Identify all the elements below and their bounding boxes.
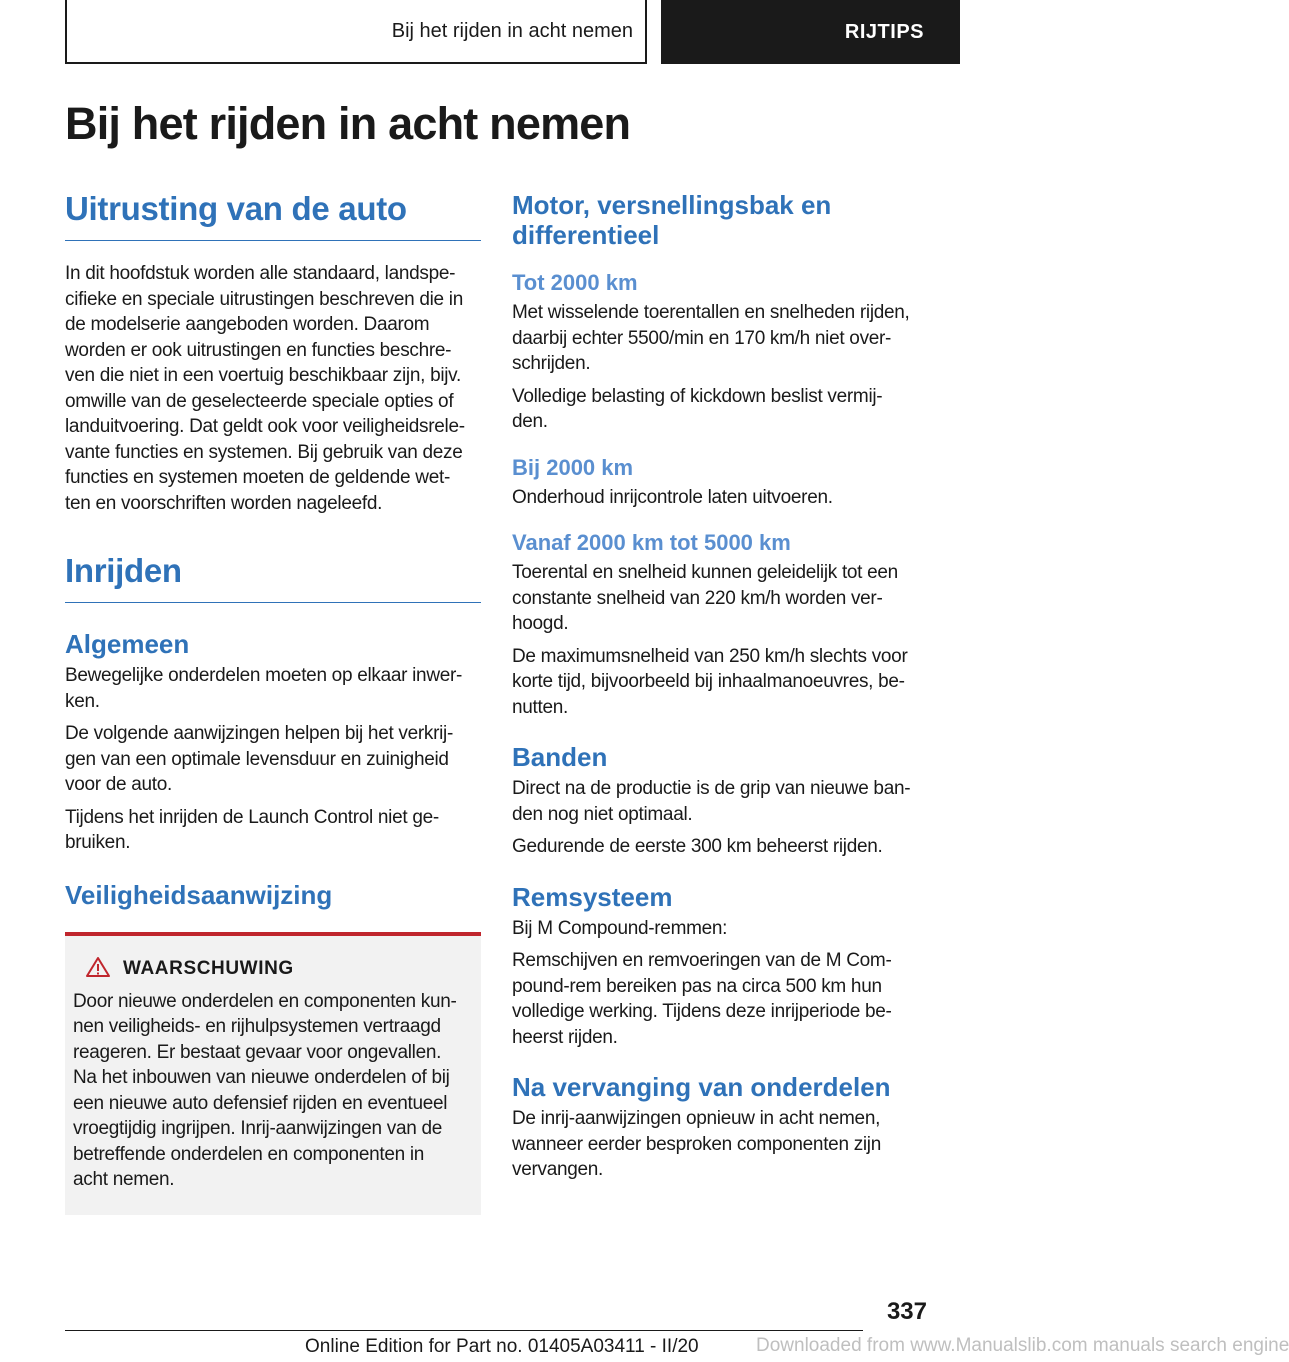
- section-banden: [512, 742, 928, 860]
- heading-uitrusting: Uitrusting van de auto: [65, 190, 481, 241]
- paragraph-remsysteem-1: [512, 916, 928, 942]
- text-line: De inrij-aanwijzingen opnieuw in acht nemen,: [512, 1108, 881, 1129]
- text-line: constante snelheid van 220 km/h worden ver-: [512, 587, 883, 609]
- text-line: een nieuwe auto defensief rijden en eventueel: [73, 1092, 448, 1114]
- paragraph-banden-1: [512, 776, 928, 827]
- text-line: wanneer eerder besproken componenten zijn: [512, 1133, 881, 1155]
- text-line: Door nieuwe onderdelen en componenten kun-: [73, 990, 457, 1012]
- running-header-section-title: [65, 0, 647, 64]
- text-line: voor de auto.: [65, 774, 173, 795]
- heading-na-vervanging: Na vervanging van onderdelen: [512, 1072, 891, 1102]
- text-line: Onderhoud inrijcontrole laten uitvoeren.: [512, 486, 833, 508]
- heading-inrijden: Inrijden: [65, 552, 481, 603]
- text-line: korte tijd, bijvoorbeeld bij inhaalmanoeuvres, be-: [512, 671, 905, 692]
- text-line: de modelserie aangeboden worden. Daarom: [65, 314, 430, 335]
- text-line: worden er ook uitrustingen en functies beschre-: [65, 339, 452, 361]
- text-line: vroegtijdig ingrijpen. Inrij-aanwijzingen van de: [73, 1118, 442, 1139]
- heading-bij-2000-km: Bij 2000 km: [512, 454, 634, 480]
- text-line: vante functies en systemen. Bij gebruik van deze: [65, 441, 463, 463]
- warning-header: [85, 956, 473, 983]
- section-remsysteem: [512, 882, 928, 1051]
- text-line: ten en voorschriften worden nageleefd.: [65, 492, 383, 514]
- text-line: hoogd.: [512, 613, 569, 634]
- paragraph-algemeen-2: [65, 721, 481, 798]
- text-line: heerst rijden.: [512, 1026, 618, 1048]
- text-line: Toerental en snelheid kunnen geleidelijk tot een: [512, 562, 898, 583]
- heading-tot-2000-km: Tot 2000 km: [512, 270, 638, 295]
- heading-banden: Banden: [512, 742, 608, 772]
- text-line: Bij M Compound-remmen:: [512, 917, 728, 939]
- page-number: 337: [886, 1298, 927, 1325]
- text-line: Volledige belasting of kickdown beslist vermij-: [512, 385, 883, 407]
- heading-motor: [512, 190, 928, 250]
- text-line: den.: [512, 411, 548, 432]
- heading-line: differentieel: [512, 220, 660, 250]
- heading-line: Motor, versnellingsbak en: [512, 190, 832, 220]
- text-line: cifieke en speciale uitrustingen beschreven die in: [65, 288, 463, 310]
- heading-veiligheidsaanwijzing: Veiligheidsaanwijzing: [65, 879, 333, 910]
- text-line: vervangen.: [512, 1159, 604, 1180]
- paragraph-algemeen-1: [65, 663, 481, 714]
- text-line: Tijdens het inrijden de Launch Control niet ge-: [65, 806, 439, 828]
- section-motor: [512, 190, 928, 720]
- text-line: gen van een optimale levensduur en zuinigheid: [65, 748, 449, 770]
- paragraph-algemeen-3: [65, 805, 481, 856]
- text-line: Na het inbouwen van nieuwe onderdelen of bij: [73, 1067, 450, 1088]
- text-line: omwille van de geselecteerde speciale opties of: [65, 390, 454, 412]
- section-inrijden: [65, 552, 481, 910]
- text-line: acht nemen.: [73, 1169, 175, 1190]
- header-chapter-text: RIJTIPS: [844, 20, 924, 43]
- paragraph-vanaf-2: [512, 644, 928, 721]
- text-line: ven die niet in een voertuig beschikbaar zijn, bijv.: [65, 365, 461, 386]
- text-line: Bewegelijke onderdelen moeten op elkaar inwer-: [65, 665, 463, 686]
- text-line: landuitvoering. Dat geldt ook voor veiligheidsrele-: [65, 416, 465, 437]
- text-line: De maximumsnelheid van 250 km/h slechts voor: [512, 645, 908, 667]
- text-line: nutten.: [512, 696, 569, 718]
- warning-triangle-icon: [85, 956, 111, 983]
- heading-vanaf-2000-tot-5000-km: Vanaf 2000 km tot 5000 km: [512, 530, 791, 555]
- right-column: [512, 190, 928, 1183]
- paragraph-uitrusting: [65, 261, 481, 516]
- section-na-vervanging: [512, 1072, 928, 1183]
- footer-divider: [65, 1330, 863, 1331]
- text-line: pound-rem bereiken pas na circa 500 km hun: [512, 975, 882, 997]
- paragraph-banden-2: [512, 834, 928, 860]
- section-uitrusting: [65, 190, 481, 516]
- text-line: den nog niet optimaal.: [512, 803, 693, 825]
- warning-text: [73, 989, 473, 1193]
- footer-watermark: Downloaded from www.Manualslib.com manuals search engine: [756, 1335, 1289, 1356]
- text-line: Direct na de productie is de grip van nieuwe ban-: [512, 778, 911, 799]
- paragraph-na-vervanging: [512, 1106, 928, 1183]
- paragraph-tot-2000-1: [512, 300, 928, 377]
- text-line: functies en systemen moeten de geldende wet-: [65, 467, 450, 488]
- text-line: Remschijven en remvoeringen van de M Com-: [512, 950, 892, 971]
- text-line: schrijden.: [512, 353, 591, 374]
- warning-title: WAARSCHUWING: [123, 958, 294, 979]
- text-line: De volgende aanwijzingen helpen bij het verkrij-: [65, 723, 454, 744]
- text-line: daarbij echter 5500/min en 170 km/h niet over-: [512, 327, 892, 349]
- paragraph-vanaf-1: [512, 560, 928, 637]
- footer-edition: Online Edition for Part no. 01405A03411 - II/20: [305, 1336, 699, 1357]
- text-line: In dit hoofdstuk worden alle standaard, landspe-: [65, 263, 456, 284]
- text-line: bruiken.: [65, 832, 131, 853]
- paragraph-bij-2000: [512, 485, 928, 511]
- running-header-chapter-tab: [661, 0, 960, 64]
- text-line: volledige werking. Tijdens deze inrijperiode be-: [512, 1001, 892, 1022]
- text-line: ken.: [65, 690, 100, 712]
- page-title: Bij het rijden in acht nemen: [65, 98, 631, 149]
- text-line: Met wisselende toerentallen en snelheden rijden,: [512, 302, 910, 323]
- left-column: [65, 190, 481, 1215]
- text-line: betreffende onderdelen en componenten in: [73, 1143, 425, 1165]
- warning-box: [65, 932, 481, 1215]
- heading-remsysteem: Remsysteem: [512, 881, 673, 912]
- paragraph-tot-2000-2: [512, 384, 928, 435]
- header-section-title-text: Bij het rijden in acht nemen: [391, 19, 633, 42]
- heading-algemeen: Algemeen: [65, 629, 190, 659]
- text-line: Gedurende de eerste 300 km beheerst rijden.: [512, 836, 883, 857]
- paragraph-remsysteem-2: [512, 948, 928, 1050]
- text-line: nen veiligheids- en rijhulpsystemen vertraagd: [73, 1016, 441, 1037]
- text-line: reageren. Er bestaat gevaar voor ongevallen.: [73, 1041, 442, 1063]
